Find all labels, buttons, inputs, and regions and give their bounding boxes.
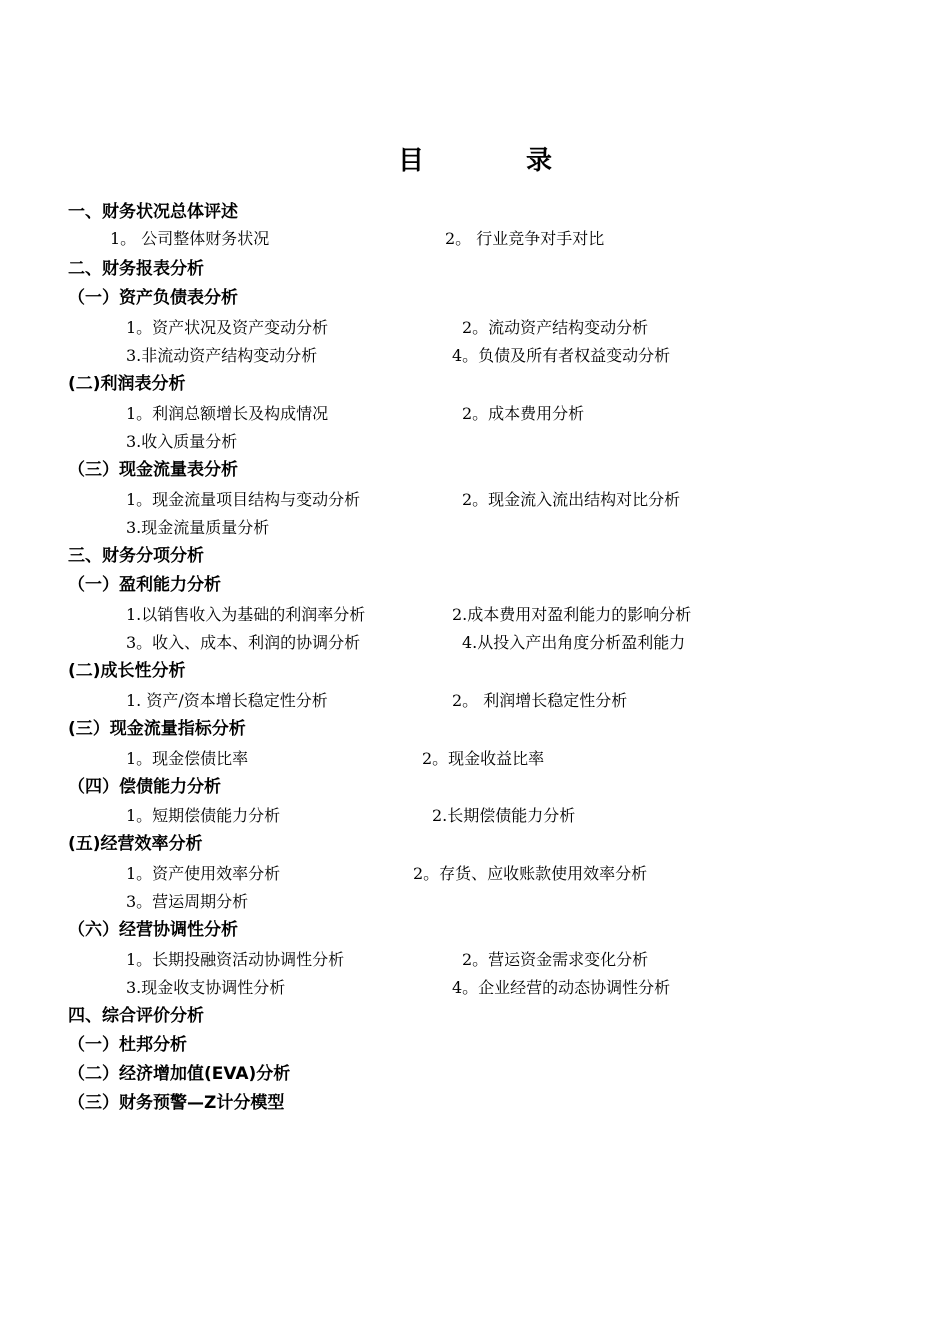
toc-item: 4.从投入产出角度分析盈利能力 bbox=[462, 633, 686, 652]
toc-item: 2.长期偿债能力分析 bbox=[432, 806, 576, 825]
toc-page: 目 录 一、财务状况总体评述 1。 公司整体财务状况 2。 行业竞争对手对比 二、财务报表分析 （一）资产负债表分析 1。资产状况及资产变动分析 2。流动资产结构变动分析 3.非流动资产结构变动分析 4。负债及所有者权益变动分析 (二)利润表分析 1。利润总额增长及构成情况 2。成本费用分析 3.收入质量分析 （三）现金流量表分析 1。现金流量项目结构与变动分析 2。现金流入流出结构对比分析 3.现金流量质量分析 三、财务分项分析 （一）盈利能力分析 1.以销售收入为基础的利润率分析 2.成本费用对盈利能力的影响分析 3。收入、成本、利润的协调分析 4.从投入产出角度分析盈利能力 (二)成长性分析 1. 资产/资本增长稳定性分析 2。 利润增长稳定性分析 (三）现金流量指标分析 1。现金偿债比率 2。现金收益比率 （四）偿债能力分析 1。短期偿债能力分析 2.长期偿债能力分析 (五)经营效率分析 1。资产使用效率分析 2。存货、应收账款使用效率分析 3。营运周期分析 （六）经营协调性分析 1。长期投融资活动协调性分析 2。营运资金需求变化分析 3.现金收支协调性分析 4。企业经营的动态协调性分析 四、综合评价分析 （一）杜邦分析 （二）经济增加值(EVA)分析 （三）财务预警—Z计分模型 bbox=[0, 0, 950, 1344]
toc-item: 1。现金流量项目结构与变动分析 bbox=[126, 490, 361, 509]
toc-item: 3。收入、成本、利润的协调分析 bbox=[126, 633, 361, 652]
toc-item: 4。企业经营的动态协调性分析 bbox=[452, 978, 671, 997]
toc-item: 2。流动资产结构变动分析 bbox=[462, 318, 649, 337]
toc-item: 2。营运资金需求变化分析 bbox=[462, 950, 649, 969]
toc-item: 1.以销售收入为基础的利润率分析 bbox=[126, 605, 366, 624]
toc-item: 1。长期投融资活动协调性分析 bbox=[126, 950, 345, 969]
toc-item: 2。存货、应收账款使用效率分析 bbox=[413, 864, 648, 883]
toc-item: 3.现金流量质量分析 bbox=[126, 518, 270, 537]
toc-item: 1。资产使用效率分析 bbox=[126, 864, 281, 883]
toc-item: 3。营运周期分析 bbox=[126, 892, 249, 911]
toc-item: 1。资产状况及资产变动分析 bbox=[126, 318, 329, 337]
toc-item: 1。 公司整体财务状况 bbox=[110, 229, 270, 248]
toc-item: 4。负债及所有者权益变动分析 bbox=[452, 346, 671, 365]
toc-item: 3.非流动资产结构变动分析 bbox=[126, 346, 318, 365]
toc-item: 1。利润总额增长及构成情况 bbox=[126, 404, 329, 423]
toc-item: 2。现金流入流出结构对比分析 bbox=[462, 490, 681, 509]
toc-item: 2。现金收益比率 bbox=[422, 749, 545, 768]
toc-item: 2.成本费用对盈利能力的影响分析 bbox=[452, 605, 692, 624]
toc-title-right: 录 bbox=[526, 146, 553, 176]
toc-item: 3.现金收支协调性分析 bbox=[126, 978, 286, 997]
toc-item: 2。 利润增长稳定性分析 bbox=[452, 691, 628, 710]
toc-item: 2。 行业竞争对手对比 bbox=[445, 229, 605, 248]
toc-item: 2。成本费用分析 bbox=[462, 404, 585, 423]
toc-item: 1. 资产/资本增长稳定性分析 bbox=[126, 691, 328, 710]
toc-title bbox=[0, 140, 950, 176]
toc-item: 3.收入质量分析 bbox=[126, 432, 238, 451]
toc-title-left: 目 bbox=[398, 146, 425, 176]
toc-item: 1。短期偿债能力分析 bbox=[126, 806, 281, 825]
toc-item: 1。现金偿债比率 bbox=[126, 749, 249, 768]
